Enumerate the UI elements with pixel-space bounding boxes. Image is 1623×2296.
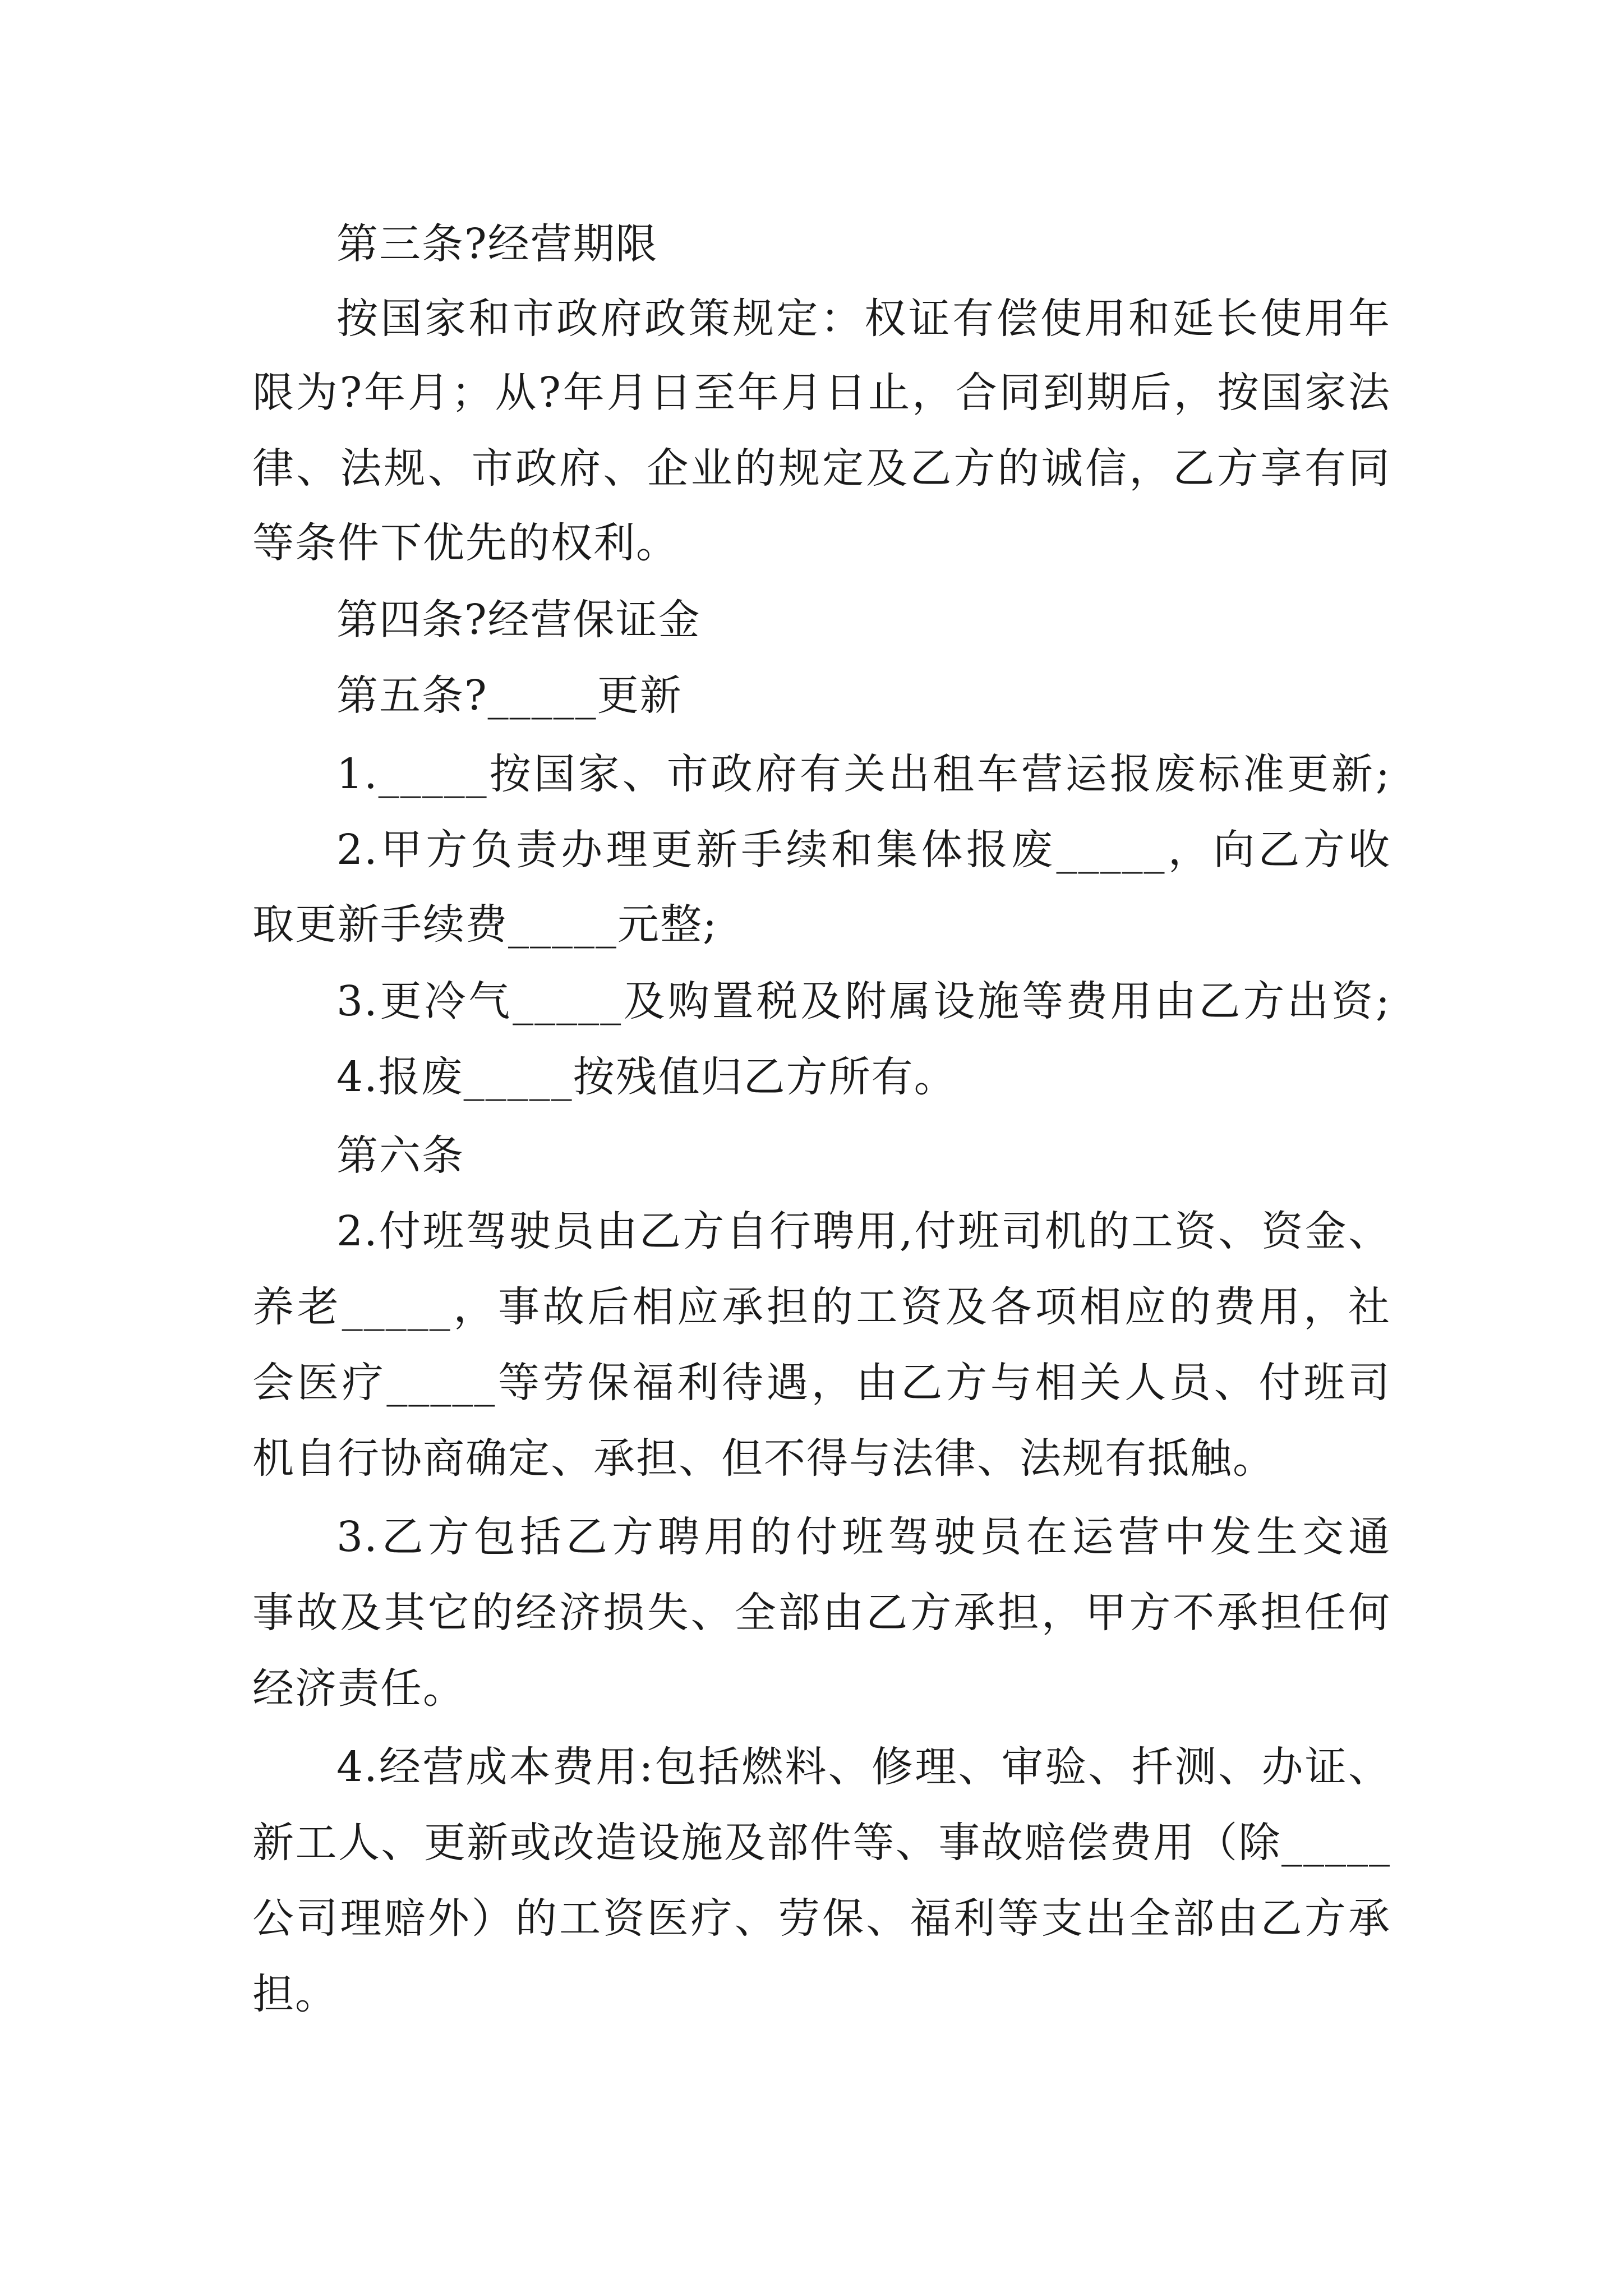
- paragraph-line: 限为?年月；从?年月日至年月日止，合同到期后，按国家法: [252, 369, 1391, 417]
- list-item: 2.付班驾驶员由乙方自行聘用,付班司机的工资、资金、: [336, 1207, 1391, 1255]
- paragraph-line: 会医疗_____等劳保福利待遇，由乙方与相关人员、付班司: [252, 1359, 1391, 1407]
- paragraph-line: 经济责任。: [252, 1664, 465, 1713]
- list-item: 4.报废_____按残值归乙方所有。: [336, 1053, 957, 1101]
- list-item: 1._____按国家、市政府有关出租车营运报废标准更新;: [336, 750, 1391, 798]
- article-4-heading: 第四条?经营保证金: [336, 596, 701, 644]
- list-item: 4.经营成本费用:包括燃料、修理、审验、扦测、办证、: [336, 1743, 1391, 1791]
- paragraph-line: 事故及其它的经济损失、全部由乙方承担，甲方不承担任何: [252, 1589, 1391, 1637]
- paragraph-line: 养老_____，事故后相应承担的工资及各项相应的费用，社: [252, 1283, 1391, 1331]
- list-item: 2.甲方负责办理更新手续和集体报废_____，向乙方收: [336, 826, 1391, 874]
- paragraph-line: 担。: [252, 1970, 338, 2018]
- paragraph-line: 机自行协商确定、承担、但不得与法律、法规有抵触。: [252, 1434, 1275, 1483]
- paragraph-line: 新工人、更新或改造设施及部件等、事故赔偿费用（除_____: [252, 1819, 1391, 1867]
- article-6-heading: 第六条: [336, 1131, 464, 1180]
- list-item: 3.更冷气_____及购置税及附属设施等费用由乙方出资;: [336, 977, 1391, 1025]
- paragraph-line: 按国家和市政府政策规定：权证有偿使用和延长使用年: [336, 295, 1391, 343]
- article-5-heading: 第五条?_____更新: [336, 671, 683, 720]
- paragraph-line: 等条件下优先的权利。: [252, 519, 679, 567]
- article-3-heading: 第三条?经营期限: [336, 220, 658, 268]
- paragraph-line: 公司理赔外）的工资医疗、劳保、福利等支出全部由乙方承: [252, 1894, 1391, 1943]
- list-item: 3.乙方包括乙方聘用的付班驾驶员在运营中发生交通: [336, 1513, 1391, 1561]
- paragraph-line: 取更新手续费_____元整;: [252, 900, 718, 949]
- paragraph-line: 律、法规、市政府、企业的规定及乙方的诚信，乙方享有同: [252, 444, 1391, 493]
